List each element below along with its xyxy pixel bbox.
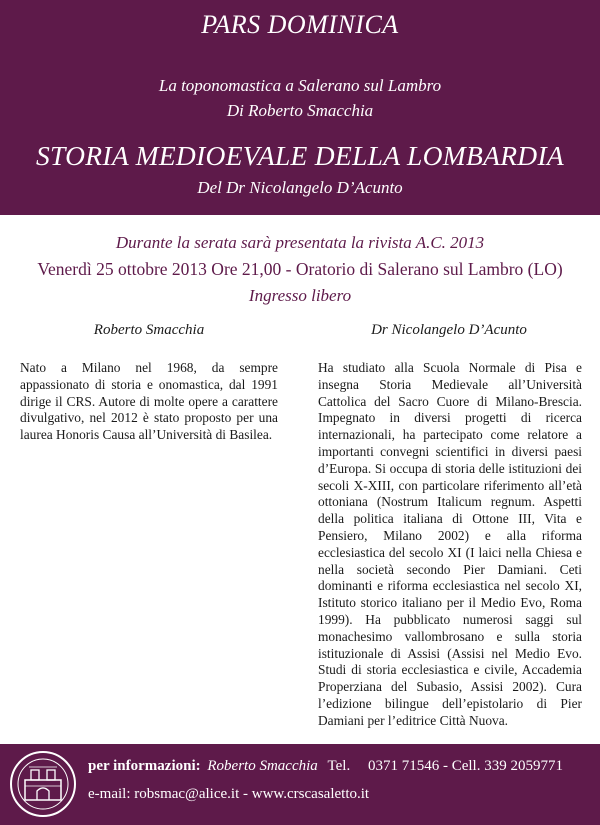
main-author: Del Dr Nicolangelo D’Acunto [197,178,403,197]
main-title: STORIA MEDIOEVALE DELLA LOMBARDIA [35,140,565,171]
event-date-place: Venerdì 25 ottobre 2013 Ore 21,00 - Oratorio di Salerano sul Lambro (LO) [37,259,563,279]
left-column-bio: Nato a Milano nel 1968, da sempre appassionato di storia e onomastica, dal 1991 dirige il CRS. Autore di molte opere a carattere divulgativo, nel 2012 è stato proposto per una laurea Honoris Causa all’Università di Basilea. [20,360,278,443]
talk-author: Di Roberto Smacchia [226,101,374,120]
contact-name: Roberto Smacchia [207,758,318,774]
right-column-heading: Dr Nicolangelo D’Acunto [371,322,527,338]
info-label: per informazioni: [88,758,201,774]
event-title: PARS DOMINICA [201,10,399,39]
footer-bar [0,744,600,825]
header-banner [0,0,600,215]
right-column-bio: Ha studiato alla Scuola Normale di Pisa e insegna Storia Medievale all’Università Cattolica del Sacro Cuore di Milano-Brescia. Impegnato in diversi progetti di ricerca internazionali, ha partecipato come relatore a importanti convegni scientifici in diversi paesi d’Europa. Si occupa di storia delle istituzioni dei secoli X-XIII, con particolare riferimento all’età ottoniana (Nostrum Italicum regnum. Aspetti della politica italiana di Ottone III, Vita e Pensiero, Milano 2002) e alla riforma ecclesiastica del secolo XI (I laici nella Chiesa e nella società secondo Pier Damiani. Ceti dominanti e riforma ecclesiastica nel secolo XI, Istituto storico italiano per il Medio Evo, Roma 1999). Ha pubblicato numerosi saggi sul monachesimo vallombrosano e sulla storia istituzionale di Assisi (Assisi nel Medio Evo. Studi di storia ecclesiastica e civile, Accademia Properziana del Subasio, Assisi 2002). Cura l’edizione bilingue dell’epistolario di Pier Damiani per l’editrice Città Nuova. [318,360,582,728]
email-web-line: e-mail: robsmac@alice.it - www.crscasaletto.it [88,786,370,802]
event-presentation-note: Durante la serata sarà presentata la rivista A.C. 2013 [115,233,485,252]
event-entry-note: Ingresso libero [248,286,352,305]
crs-logo-icon [9,750,77,818]
phone-numbers: 0371 71546 - Cell. 339 2059771 [367,758,563,774]
tel-label: Tel. [327,758,351,774]
talk-subtitle: La toponomastica a Salerano sul Lambro [158,76,442,95]
left-column-heading: Roberto Smacchia [93,322,205,338]
footer-contact-line [88,758,563,775]
